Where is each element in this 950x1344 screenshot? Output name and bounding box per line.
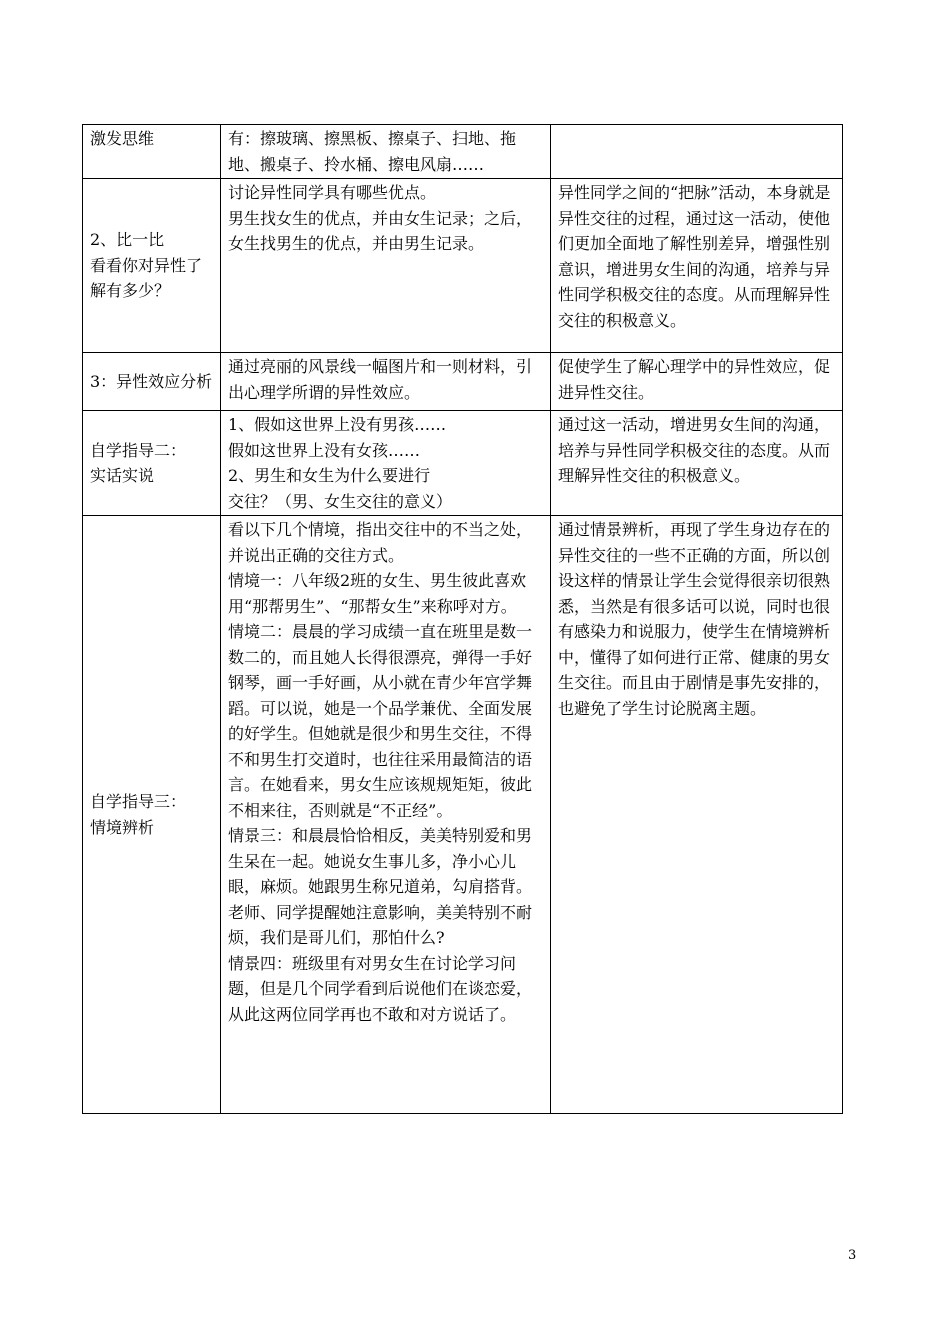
step-cell xyxy=(83,179,221,353)
purpose-text: 促使学生了解心理学中的异性效应，促进异性交往。 xyxy=(558,357,831,402)
page-number: 3 xyxy=(848,1248,857,1263)
purpose-cell xyxy=(551,125,843,179)
table-row xyxy=(83,516,843,1114)
step-text: 实话实说 xyxy=(90,466,155,485)
activity-cell xyxy=(221,125,551,179)
activity-cell xyxy=(221,516,551,1114)
activity-text: 交往？（男、女生交往的意义） xyxy=(228,491,453,511)
purpose-cell xyxy=(551,353,843,411)
activity-text: 情境二：晨晨的学习成绩一直在班里是数一数二的，而且她人长得很漂亮，弹得一手好钢琴，画一手好画，从小就在青少年宫学舞蹈。可以说，她是一个品学兼优、全面发展的好学生。但她就是很少和男生交往，不得不和男生打交道时，也往往采用最简洁的语言。在她看来，男女生应该规规矩矩，彼此不相来往，否则就是“不正经”。 xyxy=(228,622,533,820)
table-row xyxy=(83,179,843,353)
purpose-cell xyxy=(551,411,843,516)
purpose-text: 异性同学之间的“把脉”活动，本身就是异性交往的过程，通过这一活动，使他们更加全面地了解性别差异，增强性别意识，增进男女生间的沟通，培养与异性同学积极交往的态度。从而理解异性交往的积极意义。 xyxy=(558,183,831,330)
step-cell xyxy=(83,125,221,179)
step-cell xyxy=(83,353,221,411)
table-row xyxy=(83,411,843,516)
activity-cell xyxy=(221,353,551,411)
purpose-text: 通过情景辨析，再现了学生身边存在的异性交往的一些不正确的方面，所以创设这样的情景让学生会觉得很亲切很熟悉，当然是有很多话可以说，同时也很有感染力和说服力，使学生在情境辨析中，懂得了如何进行正常、健康的男女生交往。而且由于剧情是事先安排的，也避免了学生讨论脱离主题。 xyxy=(558,520,831,718)
purpose-cell xyxy=(551,516,843,1114)
activity-text: 情景三：和晨晨恰恰相反，美美特别爱和男生呆在一起。她说女生事儿多，净小心儿眼，麻烦。她跟男生称兄道弟，勾肩搭背。老师、同学提醒她注意影响，美美特别不耐烦，我们是哥儿们，那怕什么? xyxy=(228,826,533,947)
table-row xyxy=(83,125,843,179)
activity-text: 通过亮丽的风景线一幅图片和一则材料，引出心理学所谓的异性效应。 xyxy=(228,357,533,402)
activity-text: 有：擦玻璃、擦黑板、擦桌子、扫地、拖地、搬桌子、拎水桶、擦电风扇…… xyxy=(228,129,517,174)
activity-cell xyxy=(221,179,551,353)
activity-text: 男生找女生的优点，并由女生记录；之后，女生找男生的优点，并由男生记录。 xyxy=(228,208,533,253)
step-text: 2、比一比 xyxy=(90,230,165,250)
step-text: 自学指导二： xyxy=(90,440,187,460)
activity-text: 讨论异性同学具有哪些优点。 xyxy=(228,183,437,202)
step-text: 情境辨析 xyxy=(90,817,155,837)
activity-text: 假如这世界上没有女孩…… xyxy=(228,440,421,460)
activity-text: 2、男生和女生为什么要进行 xyxy=(228,466,431,485)
activity-text: 情景四：班级里有对男女生在讨论学习问题，但是几个同学看到后说他们在谈恋爱，从此这两位同学再也不敢和对方说话了。 xyxy=(228,953,533,1024)
step-text: 3：异性效应分析 xyxy=(90,371,213,391)
activity-text: 情境一：八年级2班的女生、男生彼此喜欢用“那帮男生”、“那帮女生”来称呼对方。 xyxy=(228,571,527,616)
activity-text: 1、假如这世界上没有男孩…… xyxy=(228,415,447,434)
step-cell xyxy=(83,411,221,516)
purpose-cell xyxy=(551,179,843,353)
activity-text: 看以下几个情境，指出交往中的不当之处，并说出正确的交往方式。 xyxy=(228,520,533,565)
step-text: 看看你对异性了解有多少？ xyxy=(90,255,203,301)
step-cell xyxy=(83,516,221,1114)
step-text: 自学指导三： xyxy=(90,792,187,811)
activity-cell xyxy=(221,411,551,516)
lesson-plan-table xyxy=(82,124,843,1114)
table-row xyxy=(83,353,843,411)
step-text: 激发思维 xyxy=(90,129,155,148)
purpose-text: 通过这一活动，增进男女生间的沟通，培养与异性同学积极交往的态度。从而理解异性交往的积极意义。 xyxy=(558,415,831,485)
